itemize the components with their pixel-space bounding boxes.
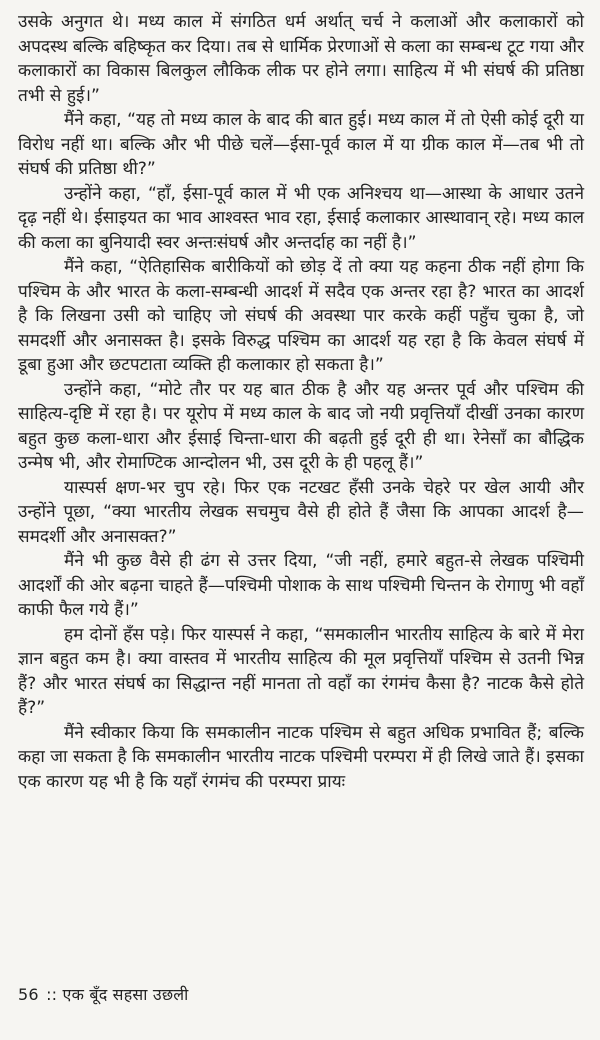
paragraph-3: उन्होंने कहा, “हाँ, ईसा-पूर्व काल में भी एक अनिश्चय था—आस्था के आधार उतने दृढ़ नहीं थे। ईसाइयत का भाव आश्वस्त भाव रहा, ईसाई कलाकार आस्थावान् रहे। मध्य काल की कला का बुनियादी स्वर अन्तःसंघर्ष और अन्तर्दाह का नहीं है।” (18, 183, 584, 253)
book-page (18, 10, 584, 1025)
paragraph-9: मैंने स्वीकार किया कि समकालीन नाटक पश्चिम से बहुत अधिक प्रभावित हैं; बल्कि कहा जा सकता है कि समकालीन भारतीय नाटक पश्चिमी परम्परा में ही लिखे जाते हैं। इसका एक कारण यह भी है कि यहाँ रंगमंच की परम्परा प्रायः (18, 722, 584, 792)
page-footer (18, 985, 188, 1005)
page-number: 56 (18, 985, 39, 1004)
paragraph-5: उन्होंने कहा, “मोटे तौर पर यह बात ठीक है और यह अन्तर पूर्व और पश्चिम की साहित्य-दृष्टि में रहा है। पर यूरोप में मध्य काल के बाद जो नयी प्रवृत्तियाँ दीखीं उनका कारण बहुत कुछ कला-धारा और ईसाई चिन्ता-धारा की बढ़ती हुई दूरी ही था। रेनेसाँ का बौद्धिक उन्मेष भी, और रोमाण्टिक आन्दोलन भी, उस दूरी के ही पहलू हैं।” (18, 379, 584, 473)
book-title: एक बूँद सहसा उछली (62, 985, 189, 1004)
paragraph-8: हम दोनों हँस पड़े। फिर यास्पर्स ने कहा, “समकालीन भारतीय साहित्य के बारे में मेरा ज्ञान बहुत कम है। क्या वास्तव में भारतीय साहित्य की मूल प्रवृत्तियाँ पश्चिम से उतनी भिन्न हैं? और भारत संघर्ष का सिद्धान्त नहीं मानता तो वहाँ का रंगमंच कैसा है? नाटक कैसे होते हैं?” (18, 624, 584, 718)
paragraph-7: मैंने भी कुछ वैसे ही ढंग से उत्तर दिया, “जी नहीं, हमारे बहुत-से लेखक पश्चिमी आदर्शों की ओर बढ़ना चाहते हैं—पश्चिमी पोशाक के साथ पश्चिमी चिन्तन के रोगाणु भी वहाँ काफी फैल गये हैं।” (18, 551, 584, 620)
paragraph-2: मैंने कहा, “यह तो मध्य काल के बाद की बात हुई। मध्य काल में तो ऐसी कोई दूरी या विरोध नहीं था। बल्कि और भी पीछे चलें—ईसा-पूर्व काल में या ग्रीक काल में—तब भी तो संघर्ष की प्रतिष्ठा थी?” (18, 110, 584, 179)
paragraph-1: उसके अनुगत थे। मध्य काल में संगठित धर्म अर्थात् चर्च ने कलाओं और कलाकारों को अपदस्थ बल्कि बहिष्कृत कर दिया। तब से धार्मिक प्रेरणाओं से कला का सम्बन्ध टूट गया और कलाकारों का विकास बिलकुल लौकिक लीक पर होने लगा। साहित्य में भी संघर्ष की प्रतिष्ठा तभी से हुई।” (18, 12, 584, 106)
footer-separator: :: (46, 985, 58, 1004)
paragraph-6: यास्पर्स क्षण-भर चुप रहे। फिर एक नटखट हँसी उनके चेहरे पर खेल आयी और उन्होंने पूछा, “क्या भारतीय लेखक सचमुच वैसे ही होते हैं जैसा कि आपका आदर्श है—समदर्शी और अनासक्त?” (18, 477, 584, 547)
paragraph-4: मैंने कहा, “ऐतिहासिक बारीकियों को छोड़ दें तो क्या यह कहना ठीक नहीं होगा कि पश्चिम के और भारत के कला-सम्बन्धी आदर्श में सदैव एक अन्तर रहा है? भारत का आदर्श है कि लिखना उसी को चाहिए जो संघर्ष की अवस्था पार करके कहीं पहुँच चुका है, जो समदर्शी और अनासक्त है। इसके विरुद्ध पश्चिम का आदर्श यह रहा है कि केवल संघर्ष में डूबा हुआ और छटपटाता व्यक्ति ही कलाकार हो सकता है।” (18, 257, 584, 375)
